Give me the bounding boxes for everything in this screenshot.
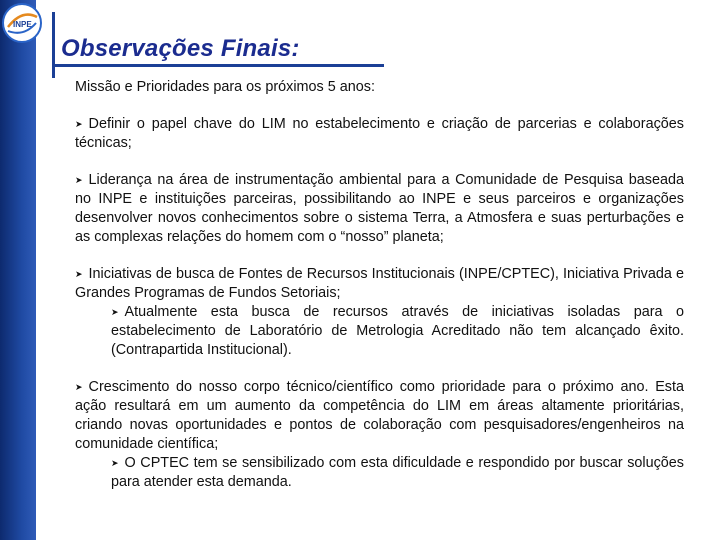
title-underline: [52, 64, 384, 67]
list-item-text: Crescimento do nosso corpo técnico/científico como prioridade para o próximo ano. Esta ação resultará em um aumento da competência do LIM em áreas altamente prioritárias, criando novas oportunidades e pontos de colaboração com pesquisadores/engenheiros na comunidade científica;: [75, 379, 684, 452]
content-body: [75, 78, 684, 492]
arrow-bullet-icon: ➤: [111, 307, 119, 317]
list-item: [75, 115, 684, 153]
arrow-bullet-icon: ➤: [111, 458, 119, 468]
sub-list-item: [111, 454, 684, 492]
arrow-bullet-icon: ➤: [75, 269, 83, 279]
arrow-bullet-icon: ➤: [75, 175, 83, 185]
sub-list-item-text: O CPTEC tem se sensibilizado com esta dificuldade e respondido por buscar soluções para atender esta demanda.: [111, 455, 684, 490]
list-item: [75, 378, 684, 454]
list-item: [75, 265, 684, 303]
arrow-bullet-icon: ➤: [75, 382, 83, 392]
inpe-logo-icon: [4, 5, 40, 41]
logo-text: INPE: [13, 20, 32, 29]
list-item-text: Iniciativas de busca de Fontes de Recursos Institucionais (INPE/CPTEC), Iniciativa Privada e Grandes Programas de Fundos Setoriais;: [75, 266, 684, 301]
page-title: Observações Finais:: [61, 35, 300, 62]
arrow-bullet-icon: ➤: [75, 119, 83, 129]
intro-text: Missão e Prioridades para os próximos 5 anos:: [75, 79, 375, 95]
inpe-logo: [2, 3, 42, 43]
list-item-text: Liderança na área de instrumentação ambiental para a Comunidade de Pesquisa baseada no INPE e instituições parceiras, possibilitando ao INPE e seus parceiros e organizações desenvolver novos conhecimentos sobre o sistema Terra, a Atmosfera e suas perturbações e as complexas relações do homem com o “nosso” planeta;: [75, 172, 684, 245]
sub-list-item-text: Atualmente esta busca de recursos através de iniciativas isoladas para o estabelecimento de Laboratório de Metrologia Acreditado não tem alcançado êxito. (Contrapartida Institucional).: [111, 304, 684, 358]
sub-list-item: [111, 303, 684, 360]
sidebar-band: [0, 0, 36, 540]
list-item: [75, 171, 684, 247]
list-item-text: Definir o papel chave do LIM no estabelecimento e criação de parcerias e colaborações técnicas;: [75, 116, 684, 151]
title-vertical-rule: [52, 12, 55, 78]
